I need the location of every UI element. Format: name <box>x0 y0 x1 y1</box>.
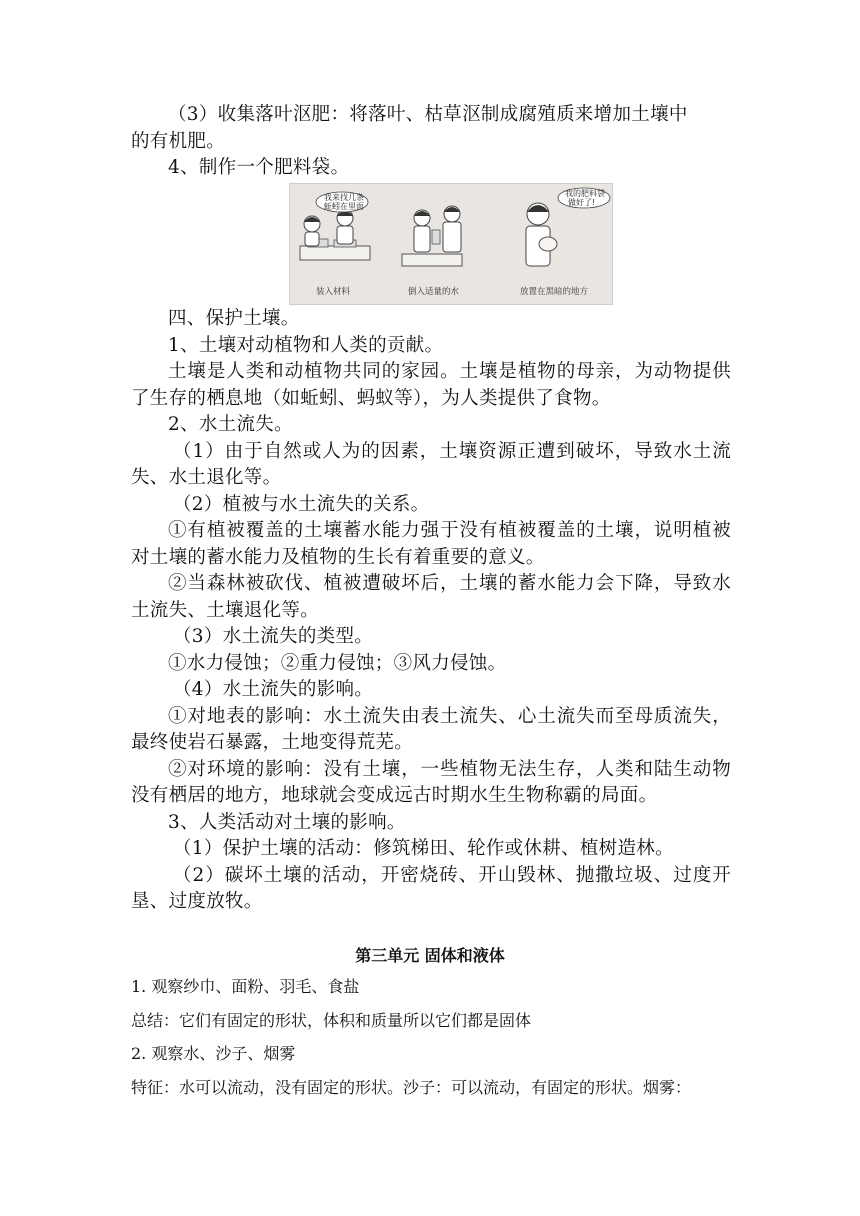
subheading-contribution: 1、土壤对动植物和人类的贡献。 <box>168 334 444 356</box>
paragraph-erosion-2b: ②当森林被砍伐、植被遭破坏后，土壤的蓄水能力会下降，导致水土流失、土壤退化等。 <box>131 573 731 621</box>
protect-soil-section <box>131 306 731 916</box>
paragraph-erosion-4a: ①对地表的影响：水土流失由表土流失、心土流失而至母质流失，最终使岩石暴露，土地变得荒芜。 <box>131 705 731 753</box>
paragraph-erosion-4b: ②对环境的影响：没有土壤，一些植物无法生存，人类和陆生动物没有栖居的地方，地球就会变成远古时期水生生物称霸的局面。 <box>131 758 731 806</box>
paragraph-fertilizer-bag: 4、制作一个肥料袋。 <box>168 157 350 178</box>
paragraph-erosion-2a: ①有植被覆盖的土壤蓄水能力强于没有植被覆盖的土壤，说明植被对土壤的蓄水能力及植物的生长有着重要的意义。 <box>131 520 731 568</box>
bubble-1-line2: 蚯蚓在里面 <box>324 202 364 211</box>
unit-3-line-1: 1. 观察纱巾、面粉、羽毛、食盐 <box>131 977 360 996</box>
unit-3-title: 第三单元 固体和液体 <box>355 946 505 965</box>
bubble-2-line2: 做好了! <box>568 198 596 207</box>
bubble-2-line1: 我的肥料袋 <box>565 189 605 198</box>
paragraph-erosion-4: （4）水土流失的影响。 <box>173 679 374 700</box>
unit-3-line-4: 特征：水可以流动，没有固定的形状。沙子：可以流动，有固定的形状。烟雾： <box>131 1078 692 1097</box>
paragraph-compost-line1: （3）收集落叶沤肥：将落叶、枯草沤制成腐殖质来增加土壤中 <box>168 104 688 125</box>
caption-3: 放置在黑暗的地方 <box>520 287 589 297</box>
subheading-human-activity: 3、人类活动对土壤的影响。 <box>168 811 406 833</box>
top-section <box>131 102 731 182</box>
unit-3-line-3: 2. 观察水、沙子、烟雾 <box>131 1044 296 1063</box>
paragraph-contribution: 土壤是人类和动植物共同的家园。土壤是植物的母亲，为动物提供了生存的栖息地（如蚯蚓、蚂蚁等），为人类提供了食物。 <box>131 361 731 409</box>
bubble-1-line1: 我来找几条 <box>324 193 364 202</box>
unit-3-line-2: 总结：它们有固定的形状，体积和质量所以它们都是固体 <box>131 1011 532 1030</box>
caption-1: 装入材料 <box>316 287 351 297</box>
paragraph-erosion-1: （1）由于自然或人为的因素，土壤资源正遭到破坏，导致水土流失、水土退化等。 <box>131 440 731 488</box>
fertilizer-bag-illustration <box>289 183 613 305</box>
paragraph-human-1: （1）保护土壤的活动：修筑梯田、轮作或休耕、植树造林。 <box>173 838 674 859</box>
subheading-erosion: 2、水土流失。 <box>168 414 293 435</box>
heading-protect-soil: 四、保护土壤。 <box>168 308 300 329</box>
paragraph-human-2: （2）碳坏土壤的活动，开密烧砖、开山毁林、抛撒垃圾、过度开垦、过度放牧。 <box>131 864 731 912</box>
paragraph-erosion-3a: ①水力侵蚀；②重力侵蚀；③风力侵蚀。 <box>168 652 507 674</box>
caption-2: 倒入适量的水 <box>408 287 460 297</box>
paragraph-erosion-2: （2）植被与水土流失的关系。 <box>173 493 430 515</box>
paragraph-compost-line2: 的有机肥。 <box>131 130 226 152</box>
paragraph-erosion-3: （3）水土流失的类型。 <box>173 626 374 647</box>
